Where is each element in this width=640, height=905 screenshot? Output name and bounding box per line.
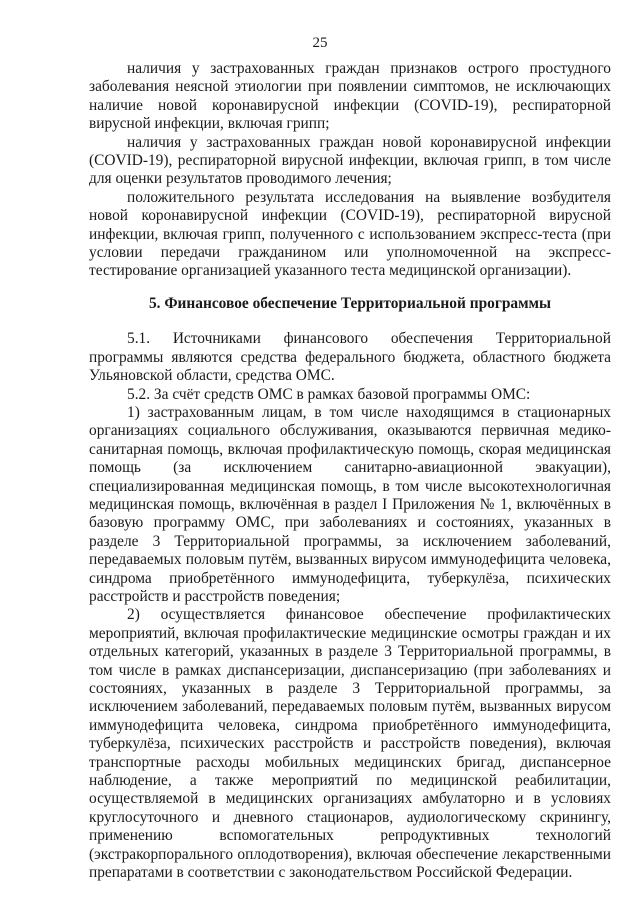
section-heading: 5. Финансовое обеспечение Территориальной программы xyxy=(148,294,552,312)
list-item-symptoms: наличия у застрахованных граждан признаков острого простудного заболевания неясной этиологии при появлении симптомов, не исключающих наличие новой коронавирусной инфекции (COVID-19), респираторной вирусной инфекции, включая грипп; xyxy=(89,60,611,133)
paragraph-5-2-item-1: 1) застрахованным лицам, в том числе находящимся в стационарных организациях социального обслуживания, оказываются первичная медико-санитарная помощь, включая профилактическую помощь, скорая медицинская помощь (за исключением санитарно-авиационной эвакуации), специализированная медицинская помощь, в том числе высокотехнологичная медицинская помощь, включённая в раздел I Приложения № 1, включённых в базовую программу ОМС, при заболеваниях и состояниях, указанных в разделе 3 Территориальной программы, за исключением заболеваний, передаваемых половым путём, вызванных вирусом иммунодефицита человека, синдрома приобретённого иммунодефицита, туберкулёза, психических расстройств и расстройств поведения; xyxy=(89,403,611,605)
page-number: 25 xyxy=(312,35,328,51)
list-item-diagnosed: наличия у застрахованных граждан новой коронавирусной инфекции (COVID-19), респираторной вирусной инфекции, включая грипп, в том числе для оценки результатов проводимого лечения; xyxy=(89,133,611,188)
list-item-express-test: положительного результата исследования на выявление возбудителя новой коронавирусной инфекции (COVID-19), респираторной вирусной инфекции, включая грипп, полученного с использованием экспресс-теста (при условии передачи гражданином или уполномоченной на экспресс-тестирование организацией указанного теста медицинской организации). xyxy=(89,188,611,280)
page-content xyxy=(89,60,611,882)
paragraph-5-2: 5.2. За счёт средств ОМС в рамках базовой программы ОМС: xyxy=(127,385,531,403)
paragraph-5-1: 5.1. Источниками финансового обеспечения Территориальной программы являются средства федерального бюджета, областного бюджета Ульяновской области, средства ОМС. xyxy=(89,330,611,385)
paragraph-5-2-item-2: 2) осуществляется финансовое обеспечение профилактических мероприятий, включая профилактические медицинские осмотры граждан и их отдельных категорий, указанных в разделе 3 Территориальной программы, в том числе в рамках диспансеризации, диспансеризацию (при заболеваниях и состояниях, указанных в разделе 3 Территориальной программы, за исключением заболеваний, передаваемых половым путём, вызванных вирусом иммунодефицита человека, синдрома приобретённого иммунодефицита, туберкулёза, психических расстройств и расстройств поведения), включая транспортные расходы мобильных медицинских бригад, диспансерное наблюдение, а также мероприятий по медицинской реабилитации, осуществляемой в медицинских организациях амбулаторно и в условиях круглосуточного и дневного стационаров, аудиологическому скринингу, применению вспомогательных репродуктивных технологий (экстракорпорального оплодотворения), включая обеспечение лекарственными препаратами в соответствии с законодательством Российской Федерации. xyxy=(89,606,611,882)
